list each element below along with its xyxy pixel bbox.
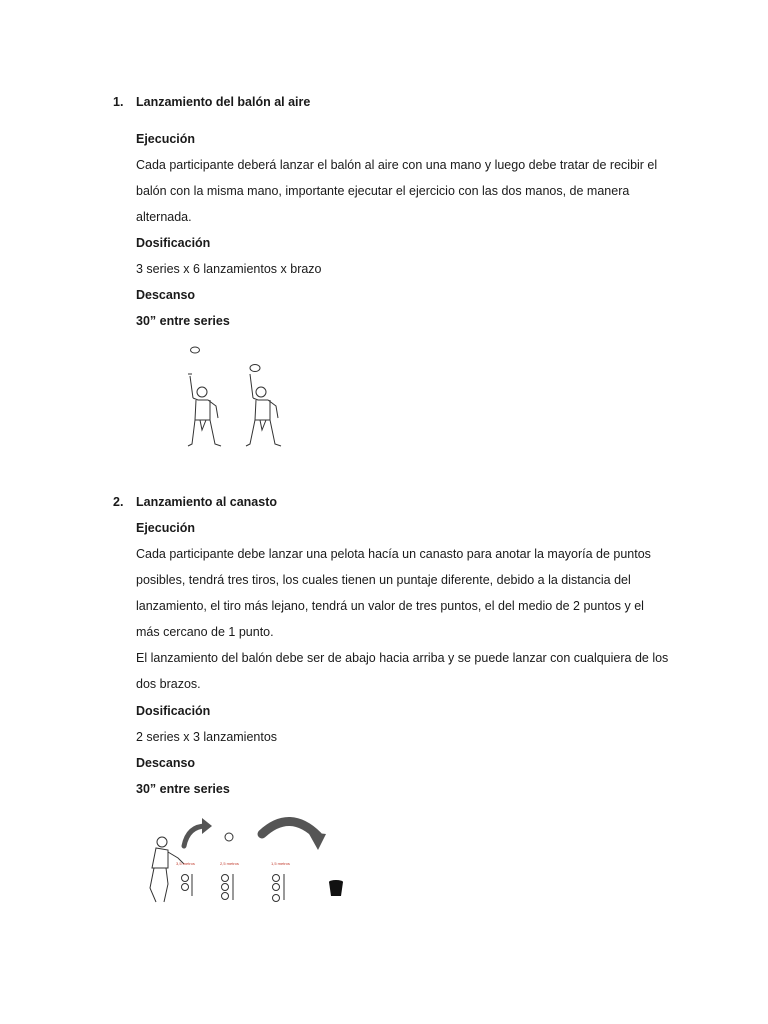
ball-icon <box>222 884 229 891</box>
section-1-rest: 30” entre series <box>136 314 230 328</box>
ball-icon <box>222 893 229 900</box>
distance-label: 2,5 metros <box>220 861 239 866</box>
distance-label: 3,5 metros <box>176 861 195 866</box>
section-2-execution-line: posibles, tendrá tres tiros, los cuales tienen un puntaje diferente, debido a la distancia del <box>136 573 631 587</box>
section-2-dosage-heading: Dosificación <box>136 704 211 718</box>
section-1-dosage-heading: Dosificación <box>136 236 211 250</box>
ball-icon <box>222 875 229 882</box>
section-2-title: Lanzamiento al canasto <box>136 495 278 509</box>
ball-icon <box>273 895 280 902</box>
section-1-execution-line: alternada. <box>136 210 192 224</box>
figure-basket-throw-illustration <box>140 812 360 910</box>
section-1-execution-heading: Ejecución <box>136 132 196 146</box>
section-2-execution-line: lanzamiento, el tiro más lejano, tendrá un valor de tres puntos, el del medio de 2 puntos y el <box>136 599 644 613</box>
section-2-number: 2. <box>113 495 124 509</box>
person-icon <box>150 837 184 902</box>
section-2-execution-heading: Ejecución <box>136 521 196 535</box>
ball-icon <box>273 875 280 882</box>
ball-icon <box>250 365 260 372</box>
section-2-execution-line: El lanzamiento del balón debe ser de abajo hacia arriba y se puede lanzar con cualquiera de los <box>136 651 669 665</box>
section-2-execution-line: dos brazos. <box>136 677 201 691</box>
section-2-execution-line: más cercano de 1 punto. <box>136 625 274 639</box>
figure-ball-throw-illustration <box>178 340 348 452</box>
distance-label: 1,5 metros <box>271 861 290 866</box>
ball-icon <box>225 833 233 841</box>
ball-icon <box>182 875 189 882</box>
basket-icon <box>329 880 343 896</box>
section-1-number: 1. <box>113 95 124 109</box>
section-2-rest-heading: Descanso <box>136 756 196 770</box>
section-1-dosage: 3 series x 6 lanzamientos x brazo <box>136 262 322 276</box>
ball-icon <box>191 347 200 353</box>
section-1-execution-line: Cada participante deberá lanzar el balón al aire con una mano y luego debe tratar de recibir el <box>136 158 658 172</box>
ball-icon <box>273 884 280 891</box>
section-2-execution-line: Cada participante debe lanzar una pelota hacía un canasto para anotar la mayoría de puntos <box>136 547 651 561</box>
section-2-rest: 30” entre series <box>136 782 230 796</box>
section-1-title: Lanzamiento del balón al aire <box>136 95 311 109</box>
section-1-execution-line: balón con la misma mano, importante ejecutar el ejercicio con las dos manos, de manera <box>136 184 630 198</box>
person-icon <box>246 374 281 446</box>
person-icon <box>188 374 221 446</box>
ball-icon <box>182 884 189 891</box>
section-1-rest-heading: Descanso <box>136 288 196 302</box>
section-2-dosage: 2 series x 3 lanzamientos <box>136 730 278 744</box>
